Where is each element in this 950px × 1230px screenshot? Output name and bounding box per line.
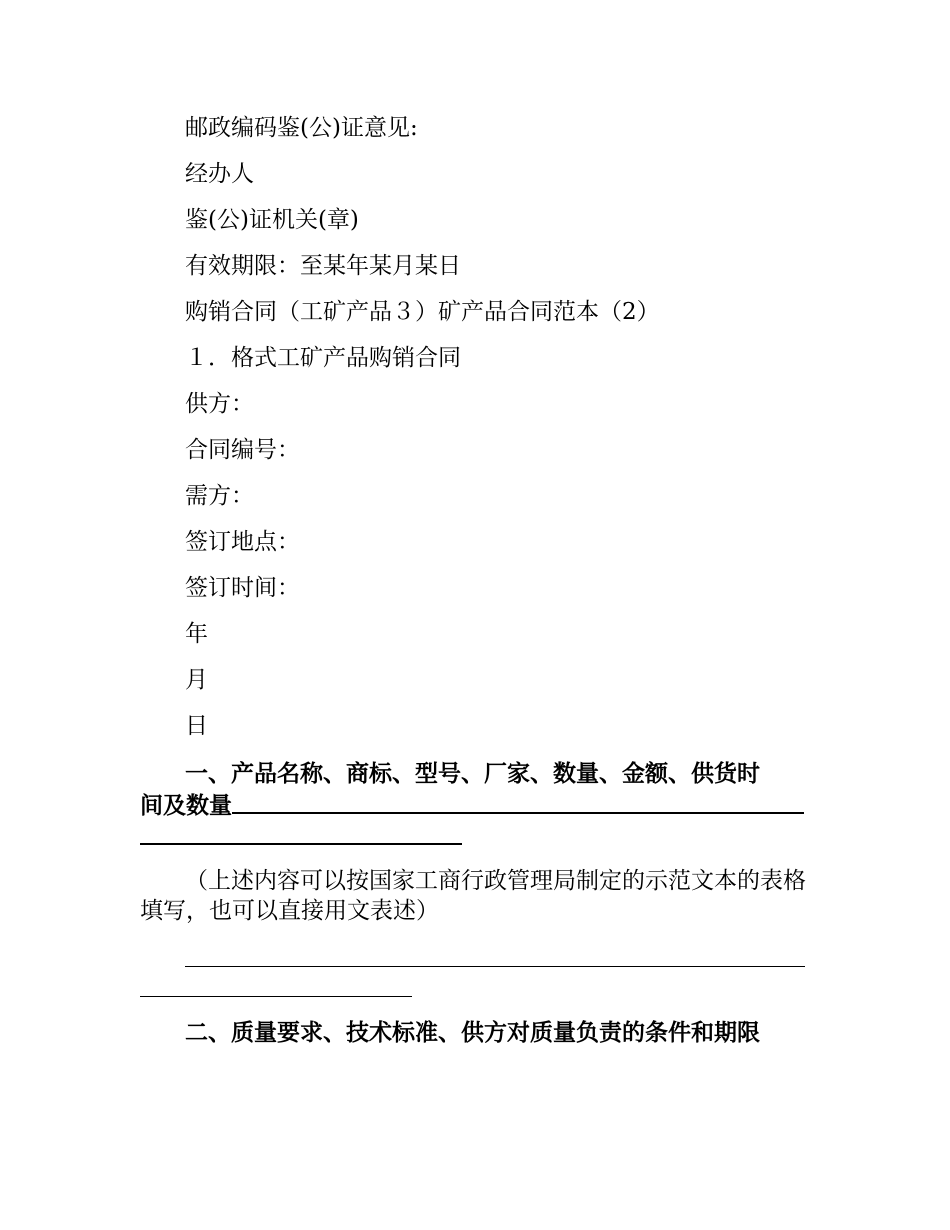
signing-time-line: 签订时间： [185, 575, 300, 601]
fill-instruction-note: （上述内容可以按国家工商行政管理局制定的示范文本的表格填写，也可以直接用文表述） [140, 868, 806, 924]
year-line: 年 [185, 621, 208, 647]
contract-title-line: 购销合同（工矿产品３）矿产品合同范本（2） [185, 299, 660, 325]
section-1-heading [140, 758, 820, 822]
section-1-heading-line-1: 一、产品名称、商标、型号、厂家、数量、金额、供货时 [185, 760, 760, 787]
section-2-heading: 二、质量要求、技术标准、供方对质量负责的条件和期限 [185, 1019, 760, 1046]
signing-place-line: 签订地点： [185, 529, 300, 555]
format-title-line: １．格式工矿产品购销合同 [185, 345, 461, 371]
section-1-heading-line-2 [140, 790, 820, 822]
day-line: 日 [185, 713, 208, 739]
postal-code-line: 邮政编码鉴(公)证意见: [185, 115, 418, 141]
supplier-line: 供方： [185, 391, 254, 417]
fill-in-blank-rule [232, 790, 804, 814]
month-line: 月 [185, 667, 208, 693]
fill-in-blank-rule-continued [140, 843, 462, 845]
handler-line: 经办人 [185, 161, 254, 187]
section-1-heading-text: 间及数量 [140, 792, 232, 819]
validity-period-line: 有效期限：至某年某月某日 [185, 253, 461, 279]
blank-rule-line-1 [185, 966, 805, 967]
buyer-line: 需方： [185, 483, 254, 509]
blank-rule-line-2 [140, 996, 412, 997]
contract-number-line: 合同编号： [185, 437, 300, 463]
notary-office-line: 鉴(公)证机关(章) [185, 207, 359, 233]
